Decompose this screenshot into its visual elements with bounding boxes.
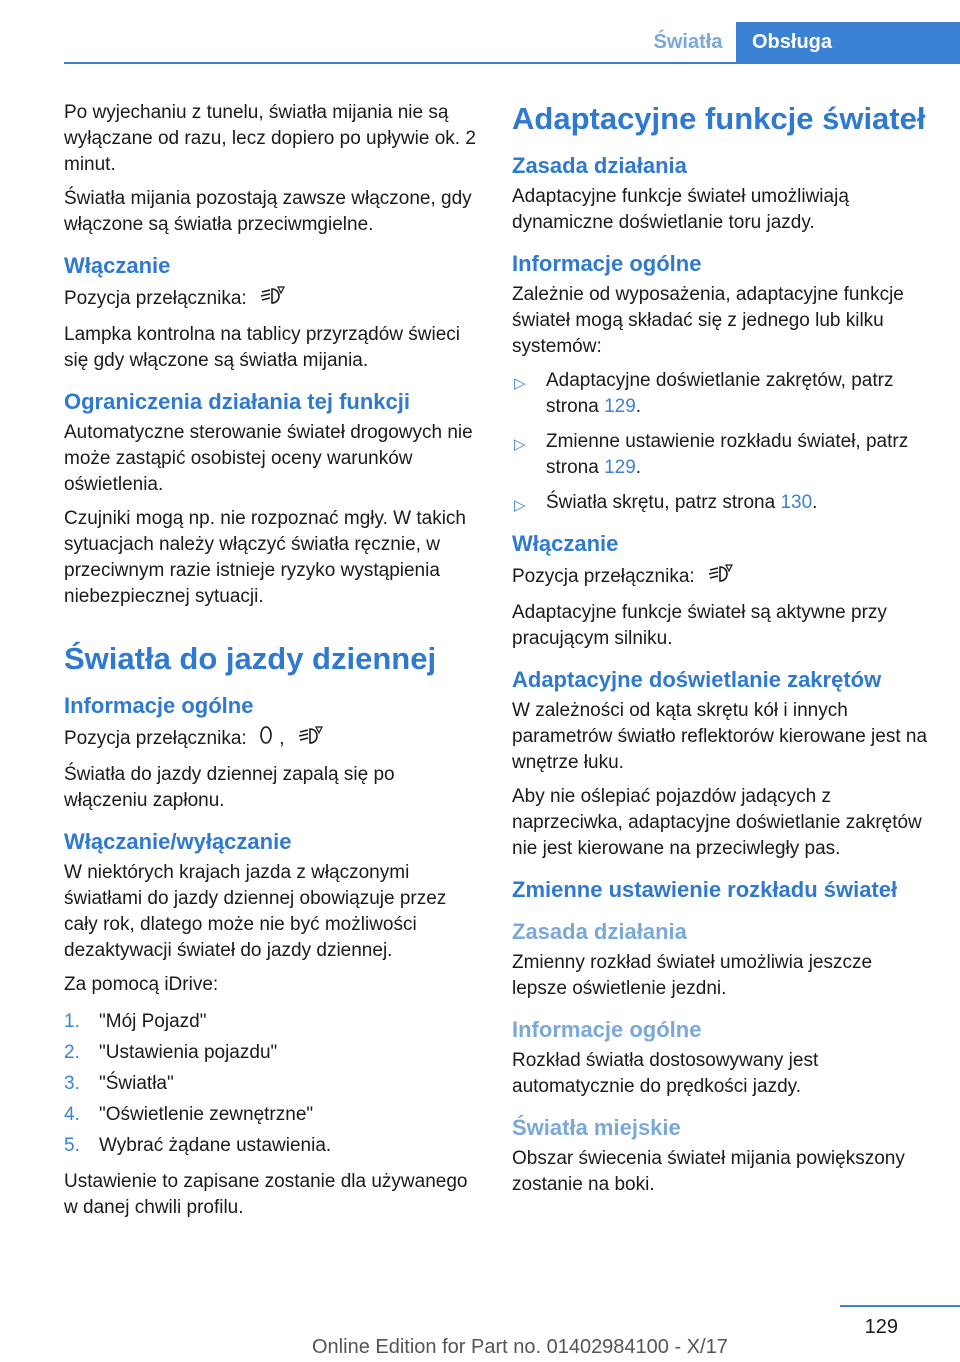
systems-list [512,368,932,516]
paragraph: Zmienny rozkład świateł umożliwia jeszcze lepsze oświetlenie jezdni. [512,952,873,999]
triangle-bullet-icon: ▷ [514,436,526,453]
heading-informacje-ogolne: Informacje ogólne [64,693,254,718]
subheading-zasada-dzialania: Zasada działania [512,919,687,944]
heading-zasada-dzialania: Zasada działania [512,153,687,178]
subheading-informacje-ogolne: Informacje ogólne [512,1017,702,1042]
paragraph: Obszar świecenia świateł mijania powiększony zostanie na boki. [512,1148,905,1195]
heading-wlaczanie-wylaczanie: Włączanie/wyłączanie [64,829,292,854]
low-beam-auto-icon [706,562,736,592]
footer-divider [840,1305,960,1307]
list-item: 5. Wybrać żądane ustawienia. [64,1135,332,1156]
paragraph: Czujniki mogą np. nie rozpoznać mgły. W takich sytuacjach należy włączyć światła ręcznie, w przeciwnym razie istnieje ryzyko wystąpienia niebezpiecznej sytuacji. [64,508,466,607]
switch-position-line [64,284,482,314]
chapter-tab: Obsługa [736,22,960,62]
page-header [0,22,960,62]
paragraph: Adaptacyjne funkcje świateł są aktywne przy pracującym silniku. [512,602,887,649]
list-item: 2. "Ustawienia pojazdu" [64,1042,278,1063]
paragraph: Aby nie oślepiać pojazdów jadących z naprzeciwka, adaptacyjne doświetlanie zakrętów nie jest kierowane na przeciwległy pas. [512,786,922,859]
heading-adaptacyjne-doswietlanie: Adaptacyjne doświetlanie zakrętów [512,667,882,692]
paragraph: Adaptacyjne funkcje świateł umożliwiają dynamiczne doświetlanie toru jazdy. [512,186,849,233]
heading-adaptacyjne-funkcje: Adaptacyjne funkcje świateł [512,101,926,136]
triangle-bullet-icon: ▷ [514,375,526,392]
page-link[interactable]: 130 [780,492,813,513]
heading-wlaczanie: Włączanie [512,531,619,556]
paragraph: Automatyczne sterowanie świateł drogowych nie może zastąpić osobistej oceny warunków oświetlenia. [64,422,473,495]
paragraph: Światła do jazdy dziennej zapalą się po włączeniu zapłonu. [64,764,395,811]
edition-watermark: Online Edition for Part no. 01402984100 - X/17 [312,1336,728,1358]
heading-informacje-ogolne: Informacje ogólne [512,251,702,276]
left-column [64,100,482,1229]
paragraph: Za pomocą iDrive: [64,974,219,995]
low-beam-auto-icon [258,284,288,314]
list-item: ▷ Zmienne ustawienie rozkładu świateł, patrz strona 129. [514,431,909,478]
switch-position-line [64,724,482,754]
low-beam-auto-icon [296,724,326,754]
heading-zmienne-ustawienie: Zmienne ustawienie rozkładu świateł [512,877,898,902]
heading-wlaczanie: Włączanie [64,253,171,278]
heading-ograniczenia: Ograniczenia działania tej funkcji [64,389,410,414]
paragraph: Rozkład światła dostosowywany jest automatycznie do prędkości jazdy. [512,1050,819,1097]
separator: , [279,728,285,750]
header-divider [64,62,960,64]
subheading-swiatla-miejskie: Światła miejskie [512,1115,681,1140]
list-item: 4. "Oświetlenie zewnętrzne" [64,1104,314,1125]
paragraph: Zależnie od wyposażenia, adaptacyjne funkcje świateł mogą składać się z jednego lub kilku systemów: [512,284,904,357]
page-link[interactable]: 129 [604,396,636,417]
paragraph: Lampka kontrolna na tablicy przyrządów świeci się gdy włączone są światła mijania. [64,324,461,371]
page-number: 129 [864,1316,898,1338]
switch-label: Pozycja przełącznika: [512,566,695,588]
list-item: ▷ Adaptacyjne doświetlanie zakrętów, patrz strona 129. [514,370,894,417]
page-link[interactable]: 129 [604,457,636,478]
right-column [512,100,932,1206]
switch-label: Pozycja przełącznika: [64,728,247,750]
section-tab: Światła [653,31,723,53]
switch-off-icon [258,724,274,754]
idrive-steps-list [64,1006,482,1161]
heading-swiatla-dzienne: Światła do jazdy dziennej [64,641,437,676]
paragraph: W niektórych krajach jazda z włączonymi światłami do jazdy dziennej obowiązuje przez cały rok, dlatego może nie być możliwości dezaktywacji świateł do jazdy dziennej. [64,862,447,961]
list-item: ▷ Światła skrętu, patrz strona 130. [512,490,932,516]
triangle-bullet-icon: ▷ [514,497,526,514]
paragraph: Po wyjechaniu z tunelu, światła mijania nie są wyłączane od razu, lecz dopiero po upływie ok. 2 minut. [64,102,476,175]
list-item: 1. "Mój Pojazd" [64,1011,207,1032]
paragraph: Światła mijania pozostają zawsze włączone, gdy włączone są światła przeciwmgielne. [64,188,472,235]
paragraph: Ustawienie to zapisane zostanie dla używanego w danej chwili profilu. [64,1171,468,1218]
list-item: 3. "Światła" [64,1073,174,1094]
switch-position-line [512,562,932,592]
switch-label: Pozycja przełącznika: [64,288,247,310]
paragraph: W zależności od kąta skrętu kół i innych parametrów światło reflektorów kierowane jest na wnętrze łuku. [512,700,928,773]
